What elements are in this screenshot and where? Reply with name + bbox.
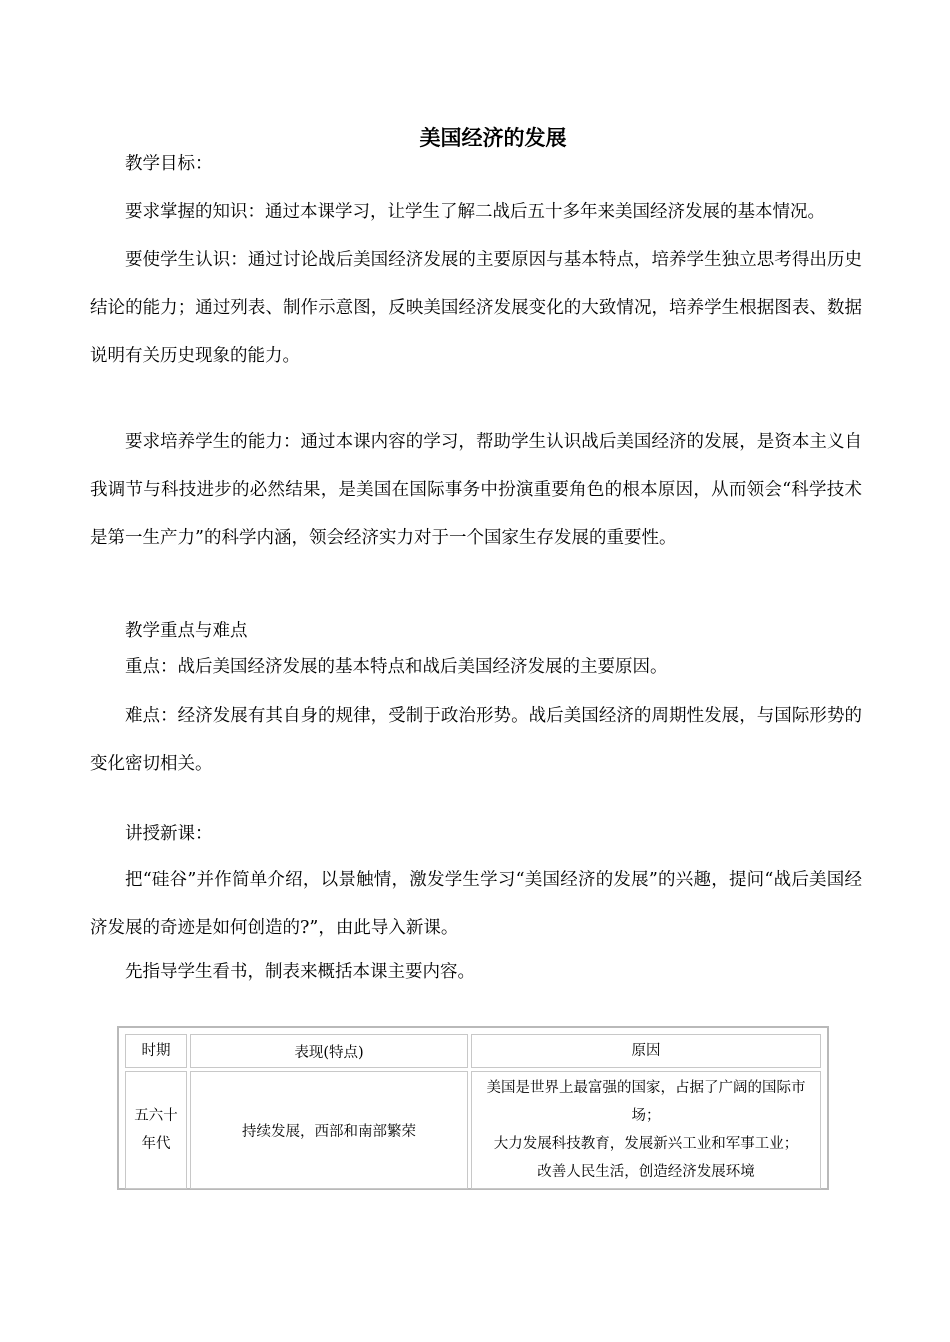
body-section-keypoints [90,613,862,685]
body-section-intro [90,856,862,952]
reason-item: 美国是世界上最富强的国家，占据了广阔的国际市场； [486,1080,806,1124]
paragraph-new-lesson: 讲授新课： [125,824,213,844]
table-header-row [125,1034,821,1068]
paragraph-teaching-objectives: 教学目标： [125,154,213,174]
paragraph-key-and-difficult: 教学重点与难点 [125,621,248,641]
reason-item: 大力发展科技教育，发展新兴工业和军事工业； [493,1136,799,1152]
paragraph-key-point: 重点：战后美国经济发展的基本特点和战后美国经济发展的主要原因。 [125,657,668,677]
body-section-main [90,188,862,380]
paragraph-knowledge: 要求掌握的知识：通过本课学习，让学生了解二战后五十多年来美国经济发展的基本情况。 [125,202,825,222]
paragraph-intro: 把“硅谷”并作简单介绍，以景触情，激发学生学习“美国经济的发展”的兴趣，提问“战后美国经济发展的奇迹是如何创造的?”，由此导入新课。 [90,870,862,938]
header-feature: 表现(特点) [190,1034,468,1068]
body-section-ability [90,418,862,562]
body-section-difficulty [90,692,862,788]
paragraph-understanding: 要使学生认识：通过讨论战后美国经济发展的主要原因与基本特点，培养学生独立思考得出历史结论的能力；通过列表、制作示意图，反映美国经济发展变化的大致情况，培养学生根据图表、数据说明有关历史现象的能力。 [90,250,862,366]
body-section-guide [90,948,862,996]
reason-item: 改善人民生活，创造经济发展环境 [537,1164,755,1180]
paragraph-guide: 先指导学生看书，制表来概括本课主要内容。 [125,962,475,982]
summary-table-frame [117,1026,829,1190]
header-period: 时期 [125,1034,187,1068]
paragraph-ability: 要求培养学生的能力：通过本课内容的学习，帮助学生认识战后美国经济的发展，是资本主义自我调节与科技进步的必然结果，是美国在国际事务中扮演重要角色的根本原因，从而领会“科学技术是第一生产力”的科学内涵，领会经济实力对于一个国家生存发展的重要性。 [90,432,862,548]
header-reason: 原因 [471,1034,821,1068]
summary-table [122,1031,824,1192]
document-title: 美国经济的发展 [419,125,567,150]
cell-reasons [471,1071,821,1189]
cell-feature: 持续发展，西部和南部繁荣 [190,1071,468,1189]
paragraph-difficult-point: 难点：经济发展有其自身的规律，受制于政治形势。战后美国经济的周期性发展，与国际形势的变化密切相关。 [90,706,862,774]
table-row [125,1071,821,1189]
body-section-new-lesson [90,816,862,852]
cell-period: 五六十年代 [125,1071,187,1189]
body-section-objectives [90,146,862,182]
